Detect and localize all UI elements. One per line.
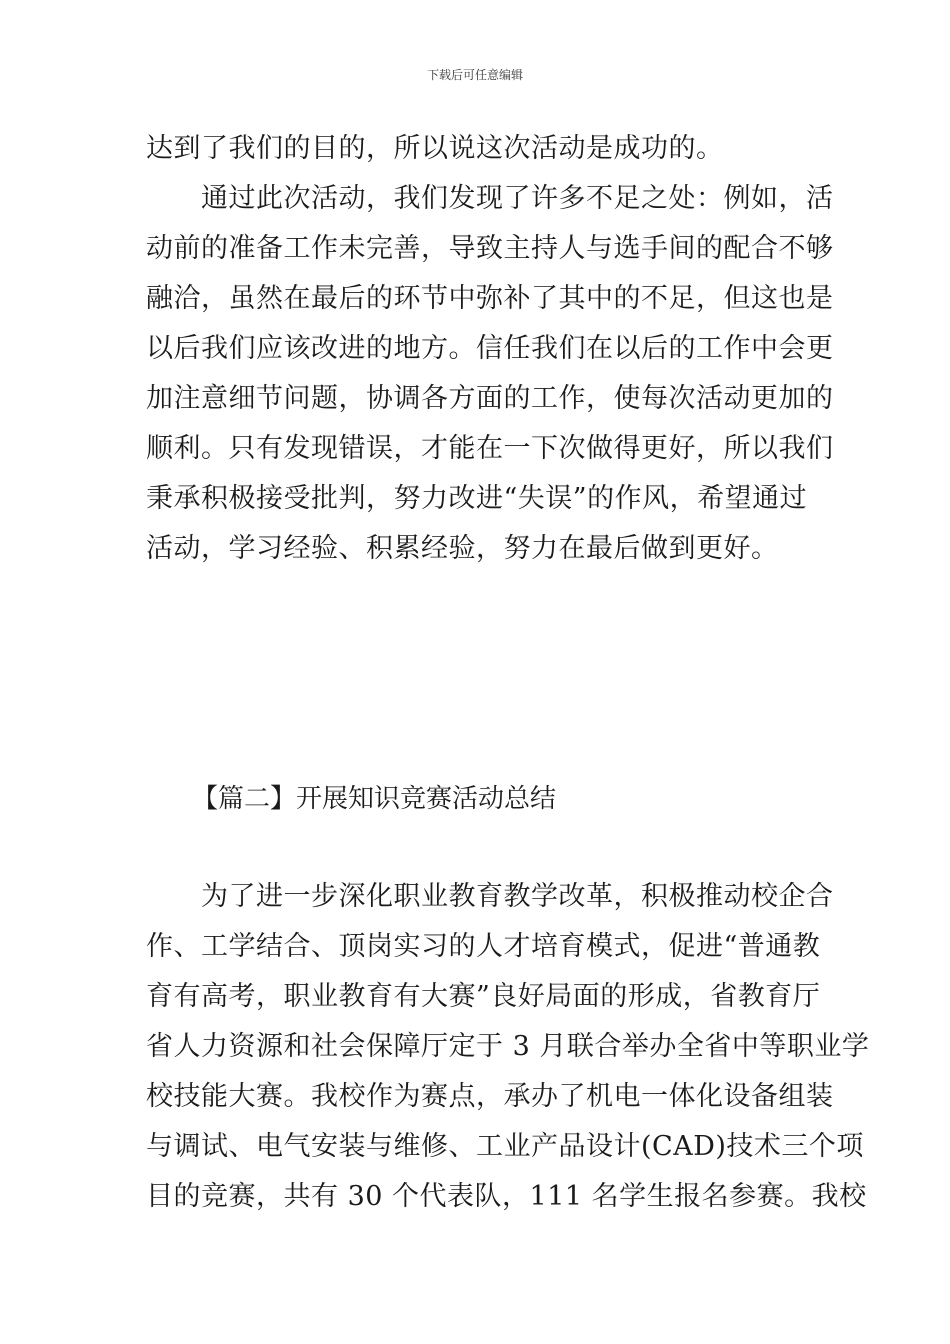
paragraph-line: 校技能大赛。我校作为赛点，承办了机电一体化设备组装 [146,1081,834,1112]
paragraph-line: 达到了我们的目的，所以说这次活动是成功的。 [146,133,724,164]
paragraph-line: 育有高考，职业教育有大赛”良好局面的形成，省教育厅 [146,981,821,1012]
paragraph-line: 动前的准备工作未完善，导致主持人与选手间的配合不够 [146,233,834,264]
page-header: 下载后可任意编辑 [426,68,523,82]
paragraph-line: 加注意细节问题，协调各方面的工作，使每次活动更加的 [146,383,834,414]
paragraph-line: 与调试、电气安装与维修、工业产品设计(CAD)技术三个项 [146,1131,864,1162]
paragraph-line: 目的竞赛，共有 30 个代表队，111 名学生报名参赛。我校 [146,1181,867,1212]
section-heading: 【篇二】开展知识竞赛活动总结 [192,784,557,814]
paragraph-line: 省人力资源和社会保障厅定于 3 月联合举办全省中等职业学 [146,1031,870,1062]
paragraph-line: 为了进一步深化职业教育教学改革，积极推动校企合 [146,881,834,912]
paragraph-line: 以后我们应该改进的地方。信任我们在以后的工作中会更 [146,333,834,364]
paragraph-line: 活动，学习经验、积累经验，努力在最后做到更好。 [146,533,779,564]
paragraph-line: 通过此次活动，我们发现了许多不足之处：例如，活 [146,183,834,214]
paragraph-line: 秉承积极接受批判，努力改进“失误”的作风，希望通过 [146,483,808,514]
paragraph-line: 融洽，虽然在最后的环节中弥补了其中的不足，但这也是 [146,283,834,314]
paragraph-line: 作、工学结合、顶岗实习的人才培育模式，促进“普通教 [146,931,821,962]
paragraph-line: 顺利。只有发现错误，才能在一下次做得更好，所以我们 [146,433,834,464]
